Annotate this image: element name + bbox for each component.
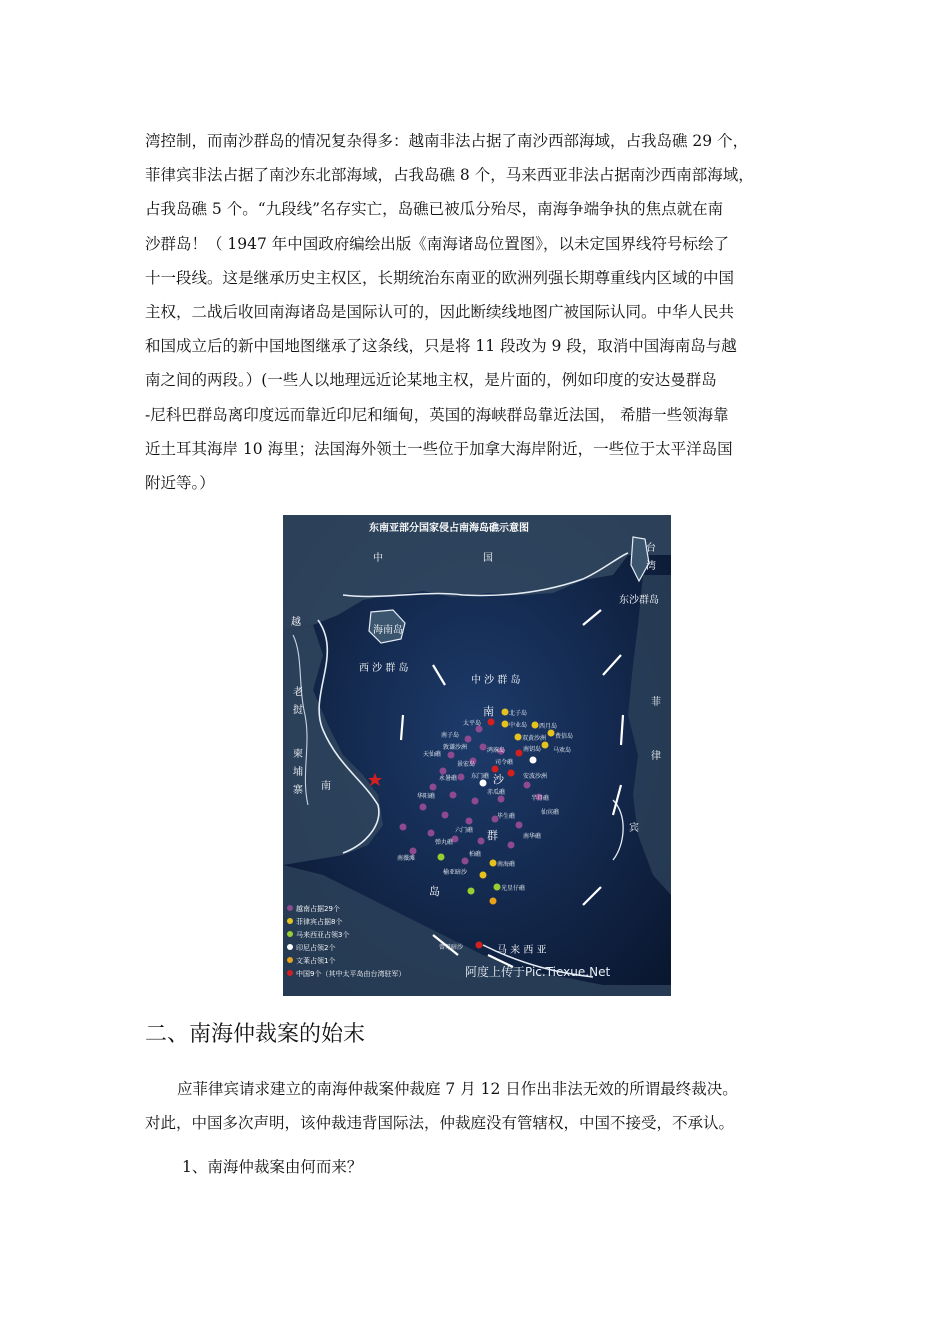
label-vietnam: 越	[291, 617, 301, 628]
legend-swatch-icon	[287, 944, 293, 950]
label-phil-1: 菲	[651, 697, 661, 708]
subsection-heading: 1、南海仲裁案由何而来？	[182, 1158, 363, 1176]
island-label: 毕生礁	[497, 813, 516, 820]
island-label: 马欢岛	[553, 747, 572, 754]
legend-item: 越南占据29个	[287, 903, 405, 916]
island-label: 南子岛	[441, 732, 460, 739]
island-label: 仙宾礁	[541, 809, 560, 816]
label-china-2: 国	[483, 553, 493, 564]
text-line: 菲律宾非法占据了南沙东北部海域，占我岛礁 8 个，马来西亚非法占据南沙西南部海域，	[145, 166, 754, 185]
island-label: 太平岛	[463, 720, 482, 727]
label-south: 南	[321, 781, 331, 792]
island-label: 榆亚暗沙	[443, 869, 468, 876]
label-nansha-3: 群	[487, 829, 498, 842]
label-hainan: 海南岛	[373, 625, 403, 636]
text-line: 和国成立后的新中国地图继承了这条线，只是将 11 段改为 9 段，取消中国海南岛与越	[145, 337, 737, 356]
island-label: 南钥岛	[523, 746, 542, 753]
island-label: 景宏岛	[457, 761, 476, 768]
label-zhongsha: 中 沙 群 岛	[471, 675, 521, 686]
legend-swatch-icon	[287, 957, 293, 963]
map-title: 东南亚部分国家侵占南海岛礁示意图	[369, 523, 529, 534]
island-label: 曾母暗沙	[439, 944, 464, 951]
island-label: 柏礁	[469, 851, 482, 858]
island-label: 司令礁	[495, 759, 514, 766]
island-label: 中业岛	[509, 722, 528, 729]
text-line: 附近等。）	[145, 474, 215, 493]
island-label: 永暑礁	[439, 775, 458, 782]
map-watermark: 阿度上传于Pic.Tiexue.Net	[465, 965, 611, 979]
island-label: 六门礁	[455, 827, 474, 834]
label-cambodia-2: 埔	[293, 767, 303, 778]
label-laos-1: 老	[293, 687, 303, 698]
label-phil-2: 律	[651, 751, 661, 762]
section-heading: 二、南海仲裁案的始末	[145, 1022, 366, 1047]
label-cambodia-3: 寨	[293, 785, 303, 796]
label-china-1: 中	[373, 553, 383, 564]
island-label: 南薇滩	[397, 855, 416, 862]
label-phil-3: 宾	[629, 823, 639, 834]
label-nansha-2: 沙	[493, 773, 504, 786]
island-label: 天仙礁	[423, 751, 442, 758]
label-nansha-1: 南	[483, 705, 494, 718]
legend-item: 马来西亚占领3个	[287, 929, 405, 942]
label-xisha: 西 沙 群 岛	[359, 663, 409, 674]
label-taiwan-2: 湾	[646, 561, 656, 572]
legend-item: 中国9个（其中太平岛由台湾驻军）	[287, 968, 405, 981]
legend-item: 印尼占领2个	[287, 942, 405, 955]
text-line: 近土耳其海岸 10 海里；法国海外领土一些位于加拿大海岸附近，一些位于太平洋岛国	[145, 439, 733, 458]
legend-item: 文莱占领1个	[287, 955, 405, 968]
south-china-sea-map	[283, 515, 671, 996]
text-line: 主权，二战后收回南海诸岛是国际认可的，因此断续线地图广被国际认同。中华人民共	[145, 303, 735, 322]
island-label: 鸿庥岛	[487, 747, 506, 754]
text-line: -尼科巴群岛离印度远而靠近印尼和缅甸，英国的海峡群岛靠近法国， 希腊一些领海靠	[145, 405, 729, 424]
legend-swatch-icon	[287, 905, 293, 911]
label-taiwan-1: 台	[646, 543, 656, 554]
legend-swatch-icon	[287, 970, 293, 976]
island-label: 华阳礁	[417, 793, 436, 800]
paragraph-nansha-situation	[145, 124, 807, 500]
island-label: 敦谦沙洲	[443, 744, 468, 751]
island-label: 赤瓜礁	[487, 789, 506, 796]
label-nansha-4: 岛	[429, 885, 440, 898]
island-label: 北子岛	[509, 710, 528, 717]
island-label: 西月岛	[539, 723, 558, 730]
label-laos-2: 挝	[293, 705, 303, 716]
island-label: 南华礁	[523, 833, 542, 840]
text-line: 沙群岛！（ 1947 年中国政府编绘出版《南海诸岛位置图》，以未定国界线符号标绘了	[145, 234, 730, 253]
text-line: 十一段线。这是继承历史主权区，长期统治东南亚的欧洲列强长期尊重线内区域的中国	[145, 268, 735, 287]
text-line: 湾控制，而南沙群岛的情况复杂得多：越南非法占据了南沙西部海域，占我岛礁 29 个，	[145, 132, 749, 150]
label-cambodia-1: 柬	[293, 749, 303, 760]
label-dongsha: 东沙群岛	[619, 595, 659, 606]
text-line: 占我岛礁 5 个。“九段线”名存实亡，岛礁已被瓜分殆尽，南海争端争执的焦点就在南	[145, 200, 724, 219]
legend-item: 菲律宾占据8个	[287, 916, 405, 929]
island-label: 南海礁	[497, 861, 516, 868]
island-label: 费信岛	[555, 733, 574, 740]
island-label: 安波沙洲	[523, 773, 548, 780]
island-label: 半月礁	[531, 795, 550, 802]
island-label: 东门礁	[471, 773, 490, 780]
text-line: 应菲律宾请求建立的南海仲裁案仲裁庭 7 月 12 日作出非法无效的所谓最终裁决。	[177, 1080, 738, 1098]
text-line: 对此，中国多次声明，该仲裁违背国际法，仲裁庭没有管辖权，中国不接受，不承认。	[145, 1114, 735, 1133]
island-label: 光星仔礁	[501, 885, 526, 892]
text-line: 南之间的两段。）(一些人以地理远近论某地主权，是片面的，例如印度的安达曼群岛	[145, 371, 717, 390]
map-legend	[287, 903, 405, 981]
paragraph-arbitration	[145, 1072, 807, 1140]
island-label: 双黄沙洲	[522, 735, 547, 742]
label-malaysia: 马 来 西 亚	[497, 945, 547, 956]
island-label: 弹丸礁	[435, 839, 454, 846]
legend-swatch-icon	[287, 931, 293, 937]
legend-swatch-icon	[287, 918, 293, 924]
